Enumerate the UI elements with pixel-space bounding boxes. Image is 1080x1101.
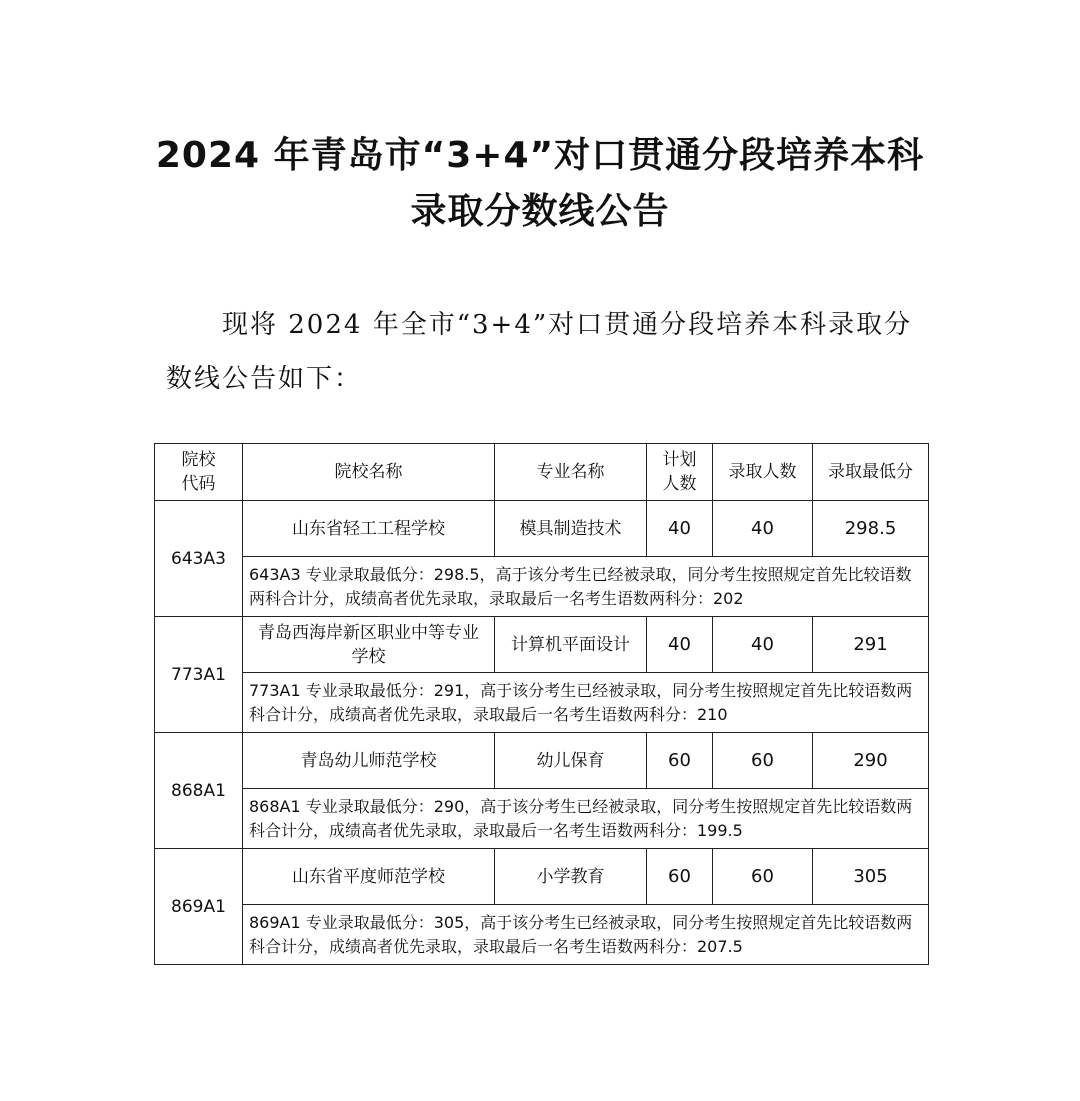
- min-score-cell: 305: [813, 849, 929, 905]
- major-name-cell: 计算机平面设计: [495, 617, 647, 673]
- table-note-row: [155, 905, 929, 965]
- header-school: 院校名称: [243, 444, 495, 501]
- intro-paragraph: 现将 2024 年全市“3+4”对口贯通分段培养本科录取分数线公告如下：: [166, 310, 913, 394]
- school-code-cell: 869A1: [155, 849, 243, 965]
- plan-count-cell: 60: [647, 733, 713, 789]
- school-name-cell: 青岛幼儿师范学校: [243, 733, 495, 789]
- school-name-cell: 山东省轻工工程学校: [243, 501, 495, 557]
- table-row: [155, 617, 929, 673]
- header-code: 院校代码: [155, 444, 243, 501]
- header-plan: 计划人数: [647, 444, 713, 501]
- school-name-cell: 青岛西海岸新区职业中等专业学校: [243, 617, 495, 673]
- school-code-cell: 643A3: [155, 501, 243, 617]
- table-row: [155, 501, 929, 557]
- header-major: 专业名称: [495, 444, 647, 501]
- note-cell: 869A1 专业录取最低分：305，高于该分考生已经被录取，同分考生按照规定首先比较语数两科合计分，成绩高者优先录取，录取最后一名考生语数两科分：207.5: [243, 905, 929, 965]
- title-line-2: 录取分数线公告: [410, 191, 670, 232]
- table-row: [155, 733, 929, 789]
- table-note-row: [155, 557, 929, 617]
- header-admitted: 录取人数: [713, 444, 813, 501]
- admitted-count-cell: 40: [713, 617, 813, 673]
- major-name-cell: 模具制造技术: [495, 501, 647, 557]
- school-code-cell: 773A1: [155, 617, 243, 733]
- table-note-row: [155, 673, 929, 733]
- table-row: [155, 849, 929, 905]
- table-note-row: [155, 789, 929, 849]
- school-name-cell: 山东省平度师范学校: [243, 849, 495, 905]
- plan-count-cell: 40: [647, 617, 713, 673]
- plan-count-cell: 40: [647, 501, 713, 557]
- note-cell: 643A3 专业录取最低分：298.5，高于该分考生已经被录取，同分考生按照规定首先比较语数两科合计分，成绩高者优先录取，录取最后一名考生语数两科分：202: [243, 557, 929, 617]
- admitted-count-cell: 60: [713, 733, 813, 789]
- title-line-1: 2024 年青岛市“3+4”对口贯通分段培养本科: [155, 135, 925, 176]
- score-table: [154, 443, 929, 965]
- note-cell: 773A1 专业录取最低分：291，高于该分考生已经被录取，同分考生按照规定首先比较语数两科合计分，成绩高者优先录取，录取最后一名考生语数两科分：210: [243, 673, 929, 733]
- plan-count-cell: 60: [647, 849, 713, 905]
- admitted-count-cell: 40: [713, 501, 813, 557]
- min-score-cell: 291: [813, 617, 929, 673]
- major-name-cell: 幼儿保育: [495, 733, 647, 789]
- major-name-cell: 小学教育: [495, 849, 647, 905]
- note-cell: 868A1 专业录取最低分：290，高于该分考生已经被录取，同分考生按照规定首先比较语数两科合计分，成绩高者优先录取，录取最后一名考生语数两科分：199.5: [243, 789, 929, 849]
- min-score-cell: 298.5: [813, 501, 929, 557]
- min-score-cell: 290: [813, 733, 929, 789]
- header-min-score: 录取最低分: [813, 444, 929, 501]
- admitted-count-cell: 60: [713, 849, 813, 905]
- school-code-cell: 868A1: [155, 733, 243, 849]
- table-header-row: [155, 444, 929, 501]
